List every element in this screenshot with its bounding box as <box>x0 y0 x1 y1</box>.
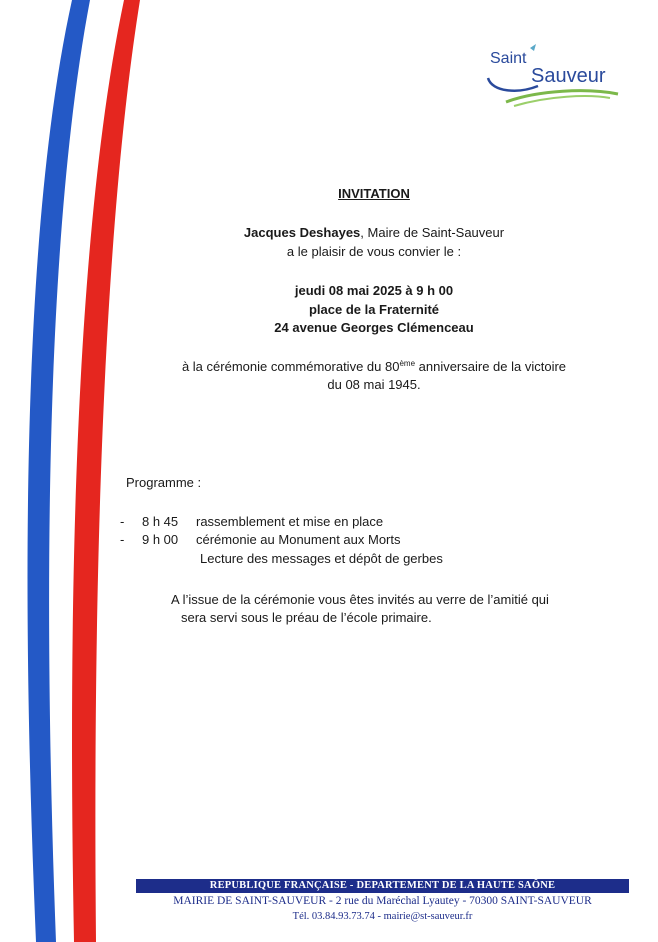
event-date-time: jeudi 08 mai 2025 à 9 h 00 <box>294 283 454 298</box>
event-place: place de la Fraternité <box>308 302 440 317</box>
closing-line-1: A l’issue de la cérémonie vous êtes invités au verre de l’amitié qui <box>171 592 549 607</box>
list-text: rassemblement et mise en place <box>196 514 384 529</box>
page-title: INVITATION <box>338 186 410 201</box>
list-text: cérémonie au Monument aux Morts <box>196 532 401 547</box>
logo-text-saint: Saint <box>490 50 527 67</box>
host-line <box>120 224 628 241</box>
closing-line-2: sera servi sous le préau de l’école primaire. <box>181 610 432 625</box>
ceremony-superscript: ème <box>399 359 416 368</box>
ceremony-suffix: anniversaire de la victoire <box>415 359 567 374</box>
list-time: 9 h 00 <box>142 532 179 547</box>
footer-address: MAIRIE DE SAINT-SAUVEUR - 2 rue du Maréchal Lyautey - 70300 SAINT-SAUVEUR <box>173 895 592 907</box>
ceremony-line-1 <box>120 358 628 375</box>
host-role: , Maire de Saint-Sauveur <box>360 225 505 240</box>
programme-label: Programme : <box>126 475 202 490</box>
event-address: 24 avenue Georges Clémenceau <box>274 320 474 335</box>
programme-sub-text: Lecture des messages et dépôt de gerbes <box>200 551 443 566</box>
invite-text: a le plaisir de vous convier le : <box>286 244 462 259</box>
list-dash: - <box>120 514 125 529</box>
list-time: 8 h 45 <box>142 514 179 529</box>
ceremony-prefix: à la cérémonie commémorative du 80 <box>181 359 400 374</box>
footer-band: REPUBLIQUE FRANÇAISE - DEPARTEMENT DE LA HAUTE SAÔNE <box>136 879 629 893</box>
list-dash: - <box>120 532 125 547</box>
ceremony-line-2: du 08 mai 1945. <box>327 377 421 392</box>
footer-contact: Tél. 03.84.93.73.74 - mairie@st-sauveur.fr <box>292 911 473 922</box>
logo-text-sauveur: Sauveur <box>531 65 606 87</box>
host-name: Jacques Deshayes <box>243 225 361 240</box>
